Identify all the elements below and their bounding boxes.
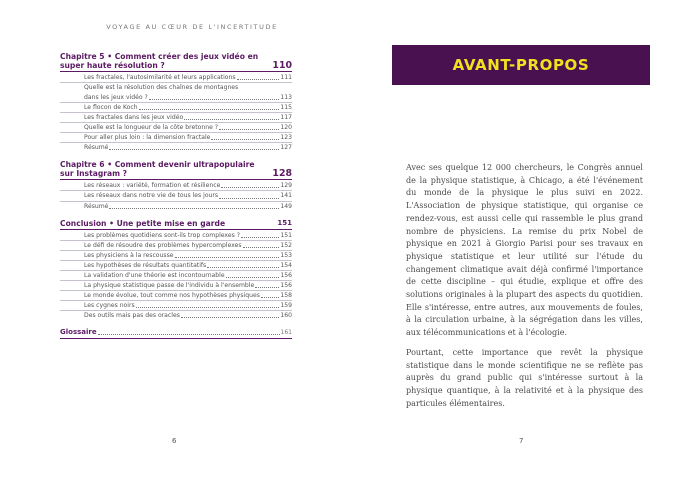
leader-dots	[149, 99, 280, 100]
toc-entry	[60, 261, 292, 271]
running-head: VOYAGE AU CŒUR DE L'INCERTITUDE	[106, 23, 278, 31]
toc-entry-page: 111	[280, 74, 292, 82]
leader-dots	[109, 208, 279, 209]
chapter-page: 151	[277, 218, 292, 227]
toc-entry-page: 113	[280, 93, 292, 101]
toc-entry-page: 117	[280, 113, 292, 121]
leader-dots	[255, 287, 279, 288]
toc-entry	[60, 123, 292, 133]
chapter-title: Conclusion • Une petite mise en garde	[60, 218, 226, 228]
toc-entry	[60, 241, 292, 251]
toc-entry-page: 153	[280, 251, 292, 259]
toc-entry-label: Les fractales dans les jeux vidéo	[84, 113, 184, 121]
toc-entry	[60, 133, 292, 143]
toc-entry-label: Les fractales, l'autosimilarité et leurs applications	[84, 74, 236, 82]
banner-heading: AVANT-PROPOS	[452, 56, 590, 74]
toc-entry	[60, 143, 292, 152]
toc-entry-label: La validation d'une théorie est incontournable	[84, 271, 225, 279]
toc-entry-label-line1: Quelle est la résolution des chaînes de montagnes	[84, 84, 239, 92]
toc-entry-page: 159	[280, 302, 292, 310]
leader-dots	[243, 247, 280, 248]
toc-entry	[60, 281, 292, 291]
toc-entry-label: Résumé	[84, 202, 109, 210]
toc-entry-page: 156	[280, 271, 292, 279]
leader-dots	[181, 317, 279, 318]
leader-dots	[219, 129, 279, 130]
toc-entry-label: Les réseaux : variété, formation et résilience	[84, 182, 221, 190]
toc-chapter-6	[60, 160, 292, 211]
glossaire-page: 161	[280, 329, 292, 337]
toc-entry-page: 156	[280, 282, 292, 290]
toc-entry-label: Quelle est la longueur de la côte bretonne ?	[84, 123, 218, 131]
body-text	[406, 162, 643, 410]
page-number-left: 6	[172, 437, 177, 445]
toc-entry-label: La physique statistique passe de l'individu à l'ensemble	[84, 282, 255, 290]
toc-entry	[60, 291, 292, 301]
toc-entry-label: Les problèmes quotidiens sont-ils trop complexes ?	[84, 231, 240, 239]
toc-entry-page: 141	[280, 192, 292, 200]
leader-dots	[226, 277, 280, 278]
toc-entry	[60, 73, 292, 83]
chapter-heading	[60, 219, 292, 230]
toc-entry	[60, 251, 292, 261]
chapter-title: Chapitre 6 • Comment devenir ultrapopulaire sur Instagram ?	[60, 160, 255, 179]
leader-dots	[98, 334, 280, 335]
chapter-heading	[60, 52, 292, 72]
chapter-banner	[392, 45, 650, 85]
toc-entry	[60, 113, 292, 123]
toc-entry	[60, 271, 292, 281]
toc-entry-page: 151	[280, 231, 292, 239]
leader-dots	[261, 297, 279, 298]
glossaire-label: Glossaire	[60, 328, 97, 337]
toc-entry-page: 129	[280, 182, 292, 190]
chapter-title: Chapitre 5 • Comment créer des jeux vidéo en super haute résolution ?	[60, 52, 259, 71]
toc-entry-label: Les hypothèses de résultats quantitatifs	[84, 261, 207, 269]
toc-entry-page: 115	[280, 103, 292, 111]
toc-entry-label: dans les jeux vidéo ?	[84, 93, 148, 101]
chapter-heading	[60, 160, 292, 180]
table-of-contents	[60, 52, 292, 339]
toc-entry-page: 154	[280, 261, 292, 269]
leader-dots	[241, 237, 279, 238]
paragraph: Pourtant, cette importance que revêt la physique statistique dans le monde scientifique ne se reflète pas auprès du grand public qui s'intéresse surtout à la physique quantique, à la relativité et à la physique des particules élémentaires.	[406, 347, 643, 408]
toc-entry-label: Pour aller plus loin : la dimension fractale	[84, 133, 211, 141]
toc-entry-label: Le défi de résoudre des problèmes hypercomplexes	[84, 241, 242, 249]
paragraph: Avec ses quelque 12 000 chercheurs, le Congrès annuel de la physique statistique, à Chicago, a été l'événement du monde de la physique le plus suivi en 2022. L'Association de physique statistique, qui organise ce rendez-vous, est aussi celle qui rassemble le plus grand nombre de physiciens. La remise du prix Nobel de physique en 2021 à Giorgio Parisi pour ses travaux en physique statistique et leur utilité sur l'étude du changement climatique avait déjà confirmé l'importance de cette discipline – qui étudie, explique et offre des solutions originales à la plupart des aspects du quotidien. Elle s'intéresse, entre autres, aux mouvements de foules, à la circulation urbaine, à la ségrégation dans les villes, aux télécommunications et à l'écologie.	[406, 163, 643, 338]
toc-entry-label: Les réseaux dans notre vie de tous les jours	[84, 192, 219, 200]
leader-dots	[207, 267, 279, 268]
toc-entry-label: Les physiciens à la rescousse	[84, 251, 174, 259]
leader-dots	[221, 187, 279, 188]
toc-conclusion	[60, 219, 292, 321]
leader-dots	[109, 149, 279, 150]
toc-entry	[60, 103, 292, 113]
leader-dots	[175, 257, 280, 258]
toc-entry-page: 127	[280, 143, 292, 151]
toc-entry	[60, 311, 292, 320]
toc-entry-label: Des outils mais pas des oracles	[84, 312, 180, 320]
toc-entry	[60, 191, 292, 201]
leader-dots	[211, 139, 279, 140]
toc-entry-page: 152	[280, 241, 292, 249]
toc-entry	[60, 181, 292, 191]
leader-dots	[237, 79, 280, 80]
chapter-page: 128	[272, 168, 292, 180]
toc-entry-page: 158	[280, 292, 292, 300]
chapter-page: 110	[272, 60, 292, 72]
toc-entry-label: Le flocon de Koch	[84, 103, 138, 111]
toc-entry	[60, 231, 292, 241]
toc-entry-label: Le monde évolue, tout comme nos hypothèses physiques	[84, 292, 260, 300]
toc-entry	[60, 301, 292, 311]
toc-entry	[60, 202, 292, 211]
toc-entry-page: 123	[280, 133, 292, 141]
toc-chapter-5	[60, 52, 292, 152]
toc-entry-page: 160	[280, 312, 292, 320]
toc-entry-page: 120	[280, 123, 292, 131]
toc-glossaire	[60, 328, 292, 339]
leader-dots	[184, 119, 279, 120]
toc-entry-label: Résumé	[84, 143, 109, 151]
leader-dots	[139, 109, 280, 110]
leader-dots	[136, 307, 280, 308]
toc-entry-page: 149	[280, 202, 292, 210]
toc-entry-label: Les cygnes noirs	[84, 302, 135, 310]
toc-entry	[60, 83, 292, 102]
page-number-right: 7	[519, 437, 524, 445]
leader-dots	[219, 198, 279, 199]
